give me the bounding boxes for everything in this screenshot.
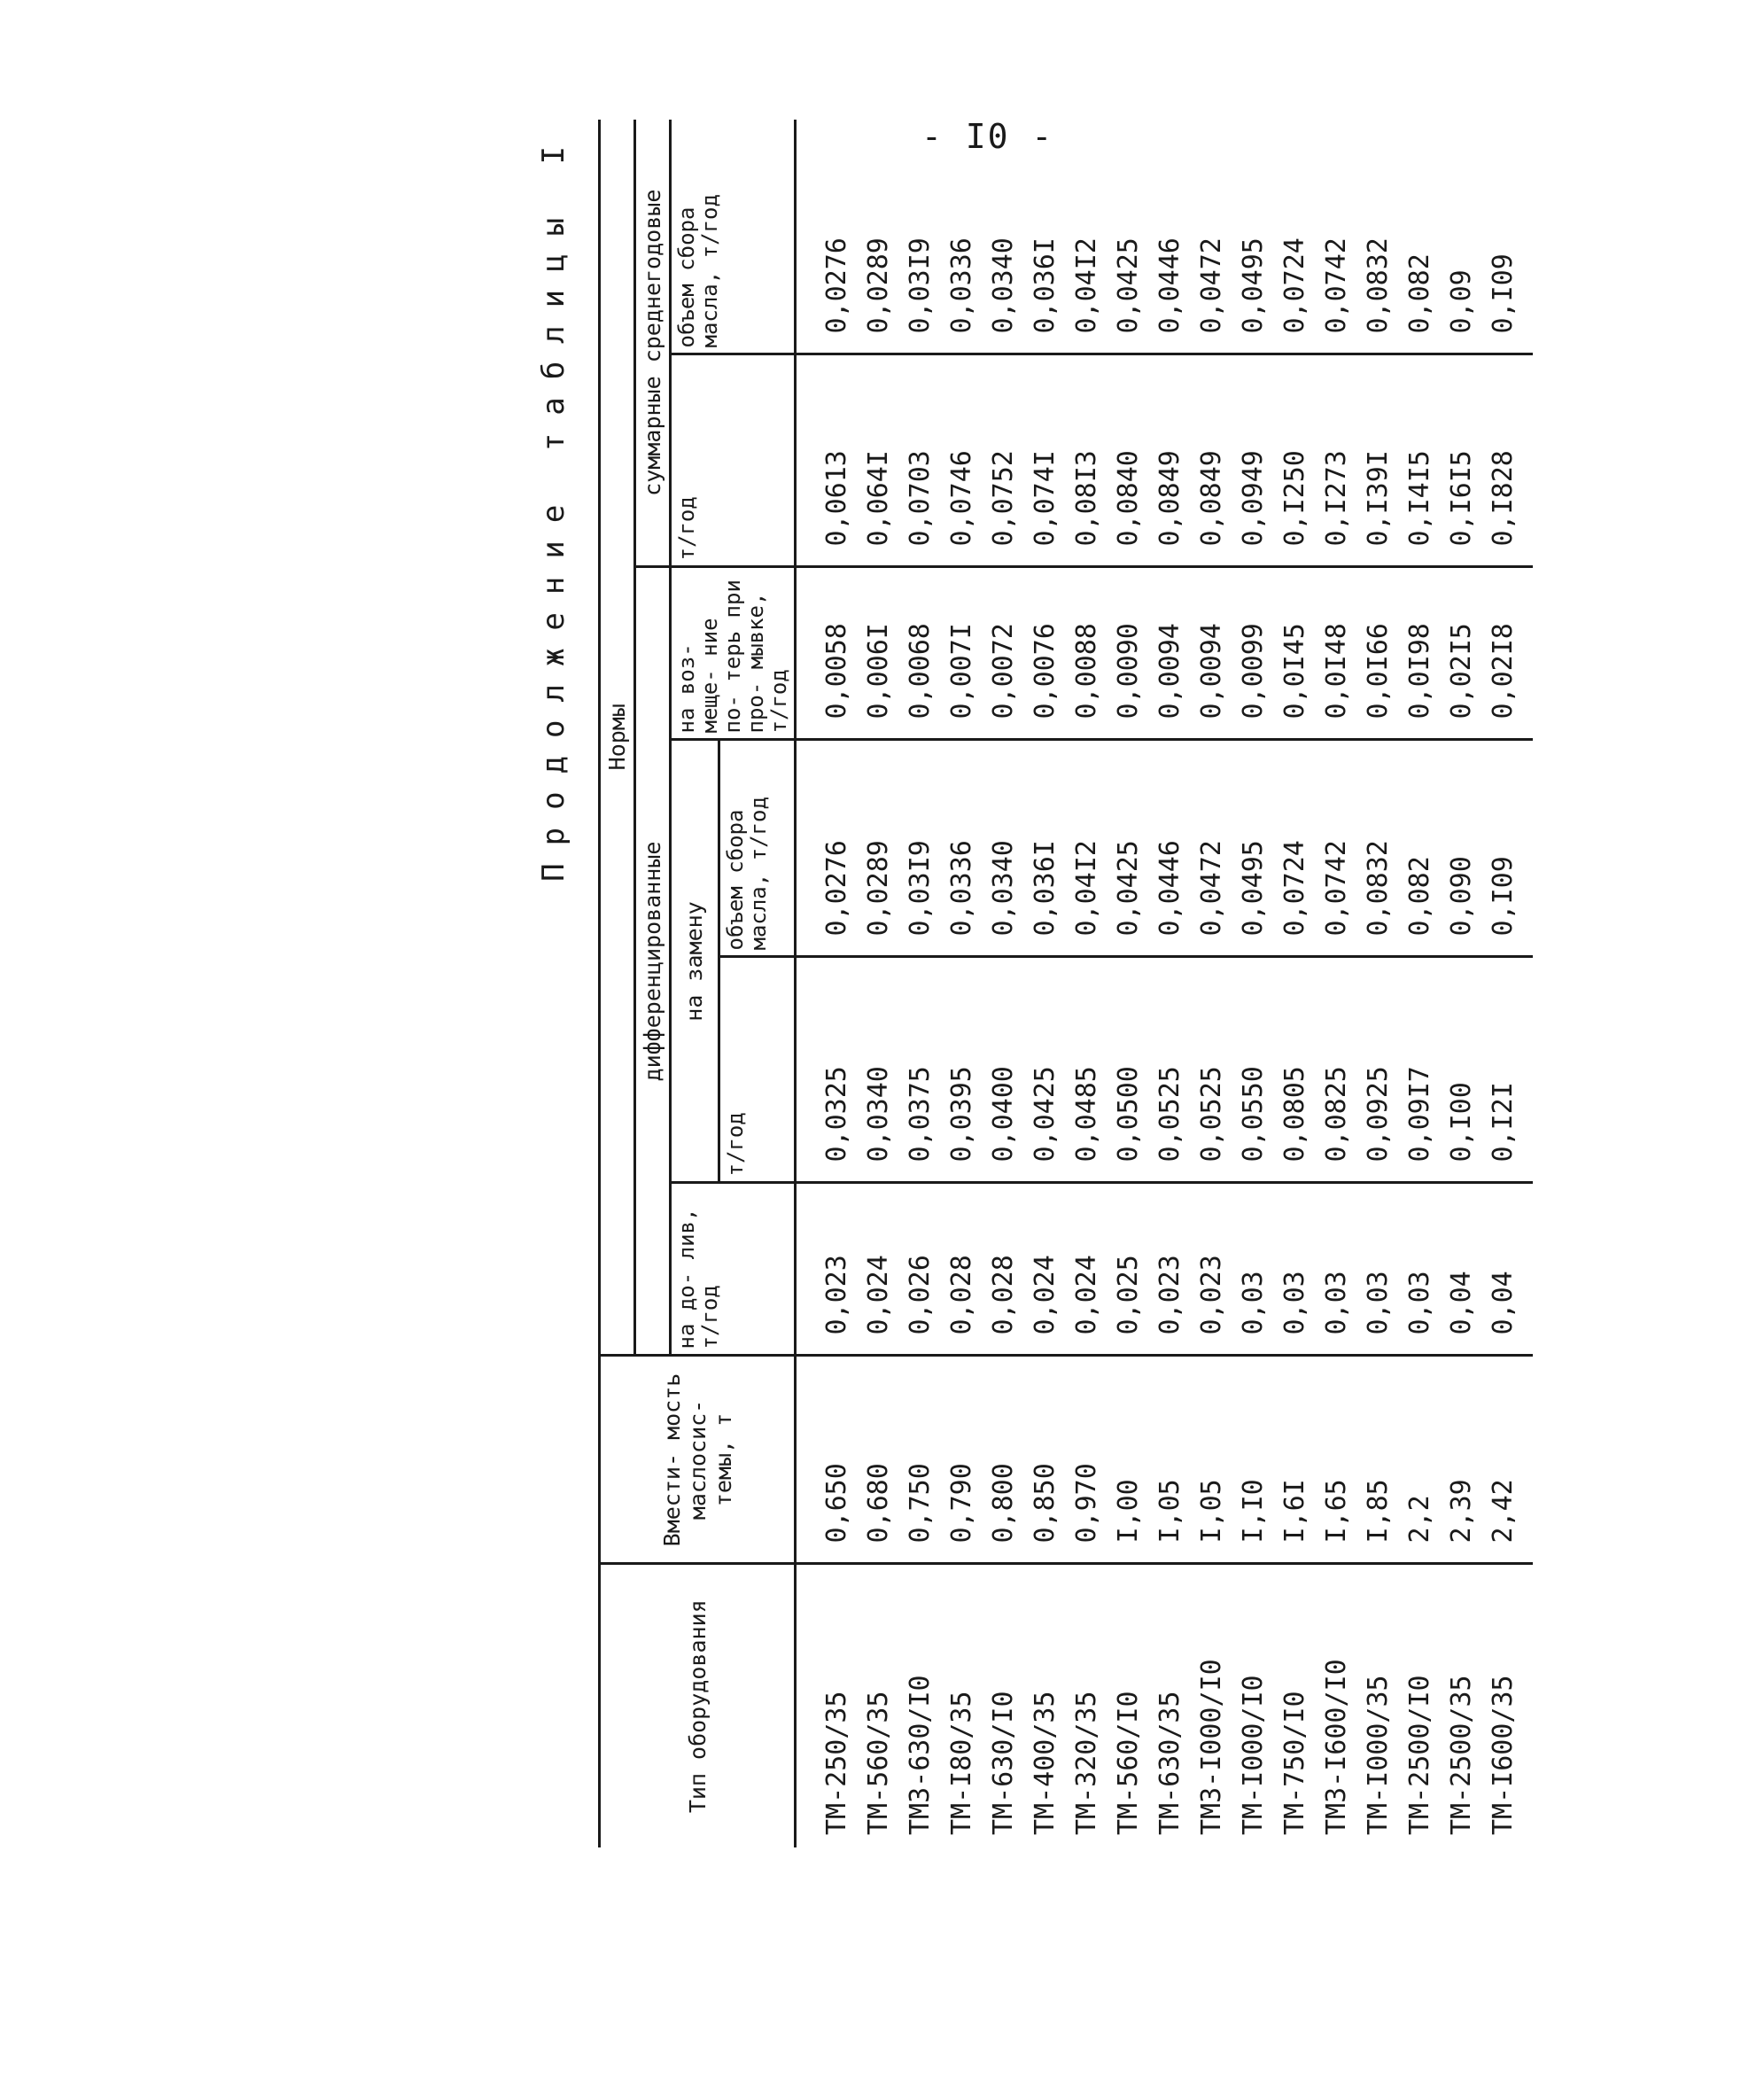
header-replacement-collect: объем сбора масла, т/год (719, 740, 795, 957)
cell-topup: 0,023 (1191, 1183, 1232, 1356)
cell-total-collect: 0,0495 (1232, 120, 1274, 354)
header-replacement-tpy: т/год (719, 957, 795, 1183)
cell-flush: 0,0090 (1108, 567, 1149, 740)
header-oil-capacity: Вмести- мость маслосис- темы, т (600, 1356, 796, 1564)
cell-repl-collect: 0,0289 (858, 740, 899, 957)
cell-capacity: I,05 (1149, 1356, 1191, 1564)
cell-type: ТМ-400/35 (1024, 1564, 1066, 1847)
cell-flush: 0,0I98 (1399, 567, 1441, 740)
cell-capacity: 2,2 (1399, 1356, 1441, 1564)
table-caption: Продолжение таблицы I (536, 128, 571, 882)
cell-type: ТМЗ-I600/I0 (1316, 1564, 1357, 1847)
cell-total-collect: 0,0336 (941, 120, 983, 354)
cell-repl-collect: 0,082 (1399, 740, 1441, 957)
cell-repl-tpy: 0,I2I (1482, 957, 1533, 1183)
cell-repl-tpy: 0,0400 (983, 957, 1024, 1183)
cell-capacity: I,05 (1191, 1356, 1232, 1564)
cell-flush: 0,007I (941, 567, 983, 740)
cell-type: ТМ-I000/35 (1357, 1564, 1399, 1847)
cell-flush: 0,0058 (796, 567, 859, 740)
table-row (1399, 120, 1441, 1847)
cell-capacity: I,85 (1357, 1356, 1399, 1564)
cell-repl-collect: 0,0724 (1274, 740, 1316, 957)
page-number: - I0 - (921, 117, 1054, 156)
table-row (1232, 120, 1274, 1847)
cell-flush: 0,02I5 (1441, 567, 1482, 740)
cell-repl-tpy: 0,0925 (1357, 957, 1399, 1183)
cell-total-collect: 0,0425 (1108, 120, 1149, 354)
cell-capacity: 0,790 (941, 1356, 983, 1564)
cell-repl-collect: 0,04I2 (1066, 740, 1108, 957)
cell-capacity: I,I0 (1232, 1356, 1274, 1564)
cell-capacity: 0,650 (796, 1356, 859, 1564)
table-row (941, 120, 983, 1847)
cell-total-collect: 0,036I (1024, 120, 1066, 354)
cell-type: ТМ-I000/I0 (1232, 1564, 1274, 1847)
cell-type: ТМ-2500/I0 (1399, 1564, 1441, 1847)
cell-capacity: 2,39 (1441, 1356, 1482, 1564)
cell-flush: 0,0094 (1191, 567, 1232, 740)
header-total-collect: объем сбора масла, т/год (671, 120, 796, 354)
table-row (796, 120, 859, 1847)
cell-total-collect: 0,0289 (858, 120, 899, 354)
cell-total-tpy: 0,064I (858, 354, 899, 567)
cell-repl-tpy: 0,0375 (899, 957, 941, 1183)
cell-repl-tpy: 0,09I7 (1399, 957, 1441, 1183)
cell-total-tpy: 0,0840 (1108, 354, 1149, 567)
cell-flush: 0,0068 (899, 567, 941, 740)
cell-type: ТМ-2500/35 (1441, 1564, 1482, 1847)
cell-topup: 0,04 (1482, 1183, 1533, 1356)
cell-repl-tpy: 0,0325 (796, 957, 859, 1183)
cell-flush: 0,0I48 (1316, 567, 1357, 740)
cell-repl-tpy: 0,0425 (1024, 957, 1066, 1183)
cell-repl-collect: 0,0446 (1149, 740, 1191, 957)
cell-total-collect: 0,0742 (1316, 120, 1357, 354)
cell-repl-tpy: 0,0485 (1066, 957, 1108, 1183)
cell-total-tpy: 0,I39I (1357, 354, 1399, 567)
cell-topup: 0,03 (1357, 1183, 1399, 1356)
cell-total-collect: 0,04I2 (1066, 120, 1108, 354)
cell-total-tpy: 0,0949 (1232, 354, 1274, 567)
cell-capacity: 2,42 (1482, 1356, 1533, 1564)
cell-flush: 0,0076 (1024, 567, 1066, 740)
cell-total-tpy: 0,I828 (1482, 354, 1533, 567)
cell-total-tpy: 0,0613 (796, 354, 859, 567)
cell-repl-tpy: 0,0825 (1316, 957, 1357, 1183)
table-row (1149, 120, 1191, 1847)
header-equipment-type: Тип оборудования (600, 1564, 796, 1847)
cell-repl-collect: 0,0276 (796, 740, 859, 957)
cell-capacity: I,00 (1108, 1356, 1149, 1564)
cell-capacity: 0,970 (1066, 1356, 1108, 1564)
cell-repl-tpy: 0,0550 (1232, 957, 1274, 1183)
cell-repl-tpy: 0,0525 (1191, 957, 1232, 1183)
cell-type: ТМЗ-630/I0 (899, 1564, 941, 1847)
cell-repl-collect: 0,0336 (941, 740, 983, 957)
cell-repl-tpy: 0,0500 (1108, 957, 1149, 1183)
cell-capacity: 0,750 (899, 1356, 941, 1564)
cell-repl-collect: 0,0495 (1232, 740, 1274, 957)
cell-capacity: 0,800 (983, 1356, 1024, 1564)
cell-type: ТМ-560/35 (858, 1564, 899, 1847)
cell-topup: 0,03 (1232, 1183, 1274, 1356)
cell-flush: 0,02I8 (1482, 567, 1533, 740)
cell-flush: 0,0094 (1149, 567, 1191, 740)
cell-total-collect: 0,I09 (1482, 120, 1533, 354)
cell-capacity: I,6I (1274, 1356, 1316, 1564)
cell-total-tpy: 0,0752 (983, 354, 1024, 567)
cell-total-tpy: 0,I6I5 (1441, 354, 1482, 567)
cell-repl-collect: 0,0340 (983, 740, 1024, 957)
cell-topup: 0,03 (1274, 1183, 1316, 1356)
cell-total-tpy: 0,074I (1024, 354, 1066, 567)
cell-repl-tpy: 0,0395 (941, 957, 983, 1183)
cell-type: ТМ-250/35 (796, 1564, 859, 1847)
cell-topup: 0,026 (899, 1183, 941, 1356)
cell-type: ТМ-630/I0 (983, 1564, 1024, 1847)
cell-flush: 0,0072 (983, 567, 1024, 740)
table-row (899, 120, 941, 1847)
table-row (1191, 120, 1232, 1847)
cell-topup: 0,03 (1316, 1183, 1357, 1356)
cell-topup: 0,028 (983, 1183, 1024, 1356)
table-row (1024, 120, 1066, 1847)
cell-repl-collect: 0,0832 (1357, 740, 1399, 957)
table-row (1066, 120, 1108, 1847)
cell-topup: 0,024 (1066, 1183, 1108, 1356)
cell-topup: 0,024 (858, 1183, 899, 1356)
table-row (1357, 120, 1399, 1847)
header-replacement: на замену (671, 740, 719, 1183)
cell-topup: 0,04 (1441, 1183, 1482, 1356)
cell-total-collect: 0,0446 (1149, 120, 1191, 354)
cell-repl-tpy: 0,I00 (1441, 957, 1482, 1183)
cell-repl-tpy: 0,0340 (858, 957, 899, 1183)
table-row (1316, 120, 1357, 1847)
cell-topup: 0,024 (1024, 1183, 1066, 1356)
cell-repl-collect: 0,03I9 (899, 740, 941, 957)
cell-type: ТМ-560/I0 (1108, 1564, 1149, 1847)
table-row (858, 120, 899, 1847)
rotated-table-block (518, 120, 1519, 1847)
cell-repl-collect: 0,090 (1441, 740, 1482, 957)
table-row (983, 120, 1024, 1847)
cell-flush: 0,0I45 (1274, 567, 1316, 740)
cell-flush: 0,006I (858, 567, 899, 740)
header-differentiated: дифференцированные (635, 567, 671, 1356)
header-topup: на до- лив, т/год (671, 1183, 796, 1356)
cell-topup: 0,023 (796, 1183, 859, 1356)
cell-total-tpy: 0,I250 (1274, 354, 1316, 567)
cell-type: ТМ-320/35 (1066, 1564, 1108, 1847)
cell-repl-collect: 0,I09 (1482, 740, 1533, 957)
cell-total-collect: 0,0276 (796, 120, 859, 354)
cell-flush: 0,0088 (1066, 567, 1108, 740)
cell-type: ТМЗ-I000/I0 (1191, 1564, 1232, 1847)
cell-total-collect: 0,03I9 (899, 120, 941, 354)
cell-topup: 0,023 (1149, 1183, 1191, 1356)
cell-flush: 0,0099 (1232, 567, 1274, 740)
cell-total-tpy: 0,0746 (941, 354, 983, 567)
cell-total-tpy: 0,08I3 (1066, 354, 1108, 567)
cell-type: ТМ-750/I0 (1274, 1564, 1316, 1847)
header-flush-loss: на воз- меще- ние по- терь при про- мывке, т/год (671, 567, 796, 740)
header-norms: Нормы (600, 120, 635, 1356)
cell-capacity: I,65 (1316, 1356, 1357, 1564)
cell-total-collect: 0,082 (1399, 120, 1441, 354)
cell-total-tpy: 0,0703 (899, 354, 941, 567)
cell-repl-collect: 0,0472 (1191, 740, 1232, 957)
cell-type: ТМ-I600/35 (1482, 1564, 1533, 1847)
cell-type: ТМ-630/35 (1149, 1564, 1191, 1847)
table-body (796, 120, 1534, 1847)
cell-total-collect: 0,0472 (1191, 120, 1232, 354)
cell-repl-collect: 0,036I (1024, 740, 1066, 957)
cell-repl-tpy: 0,0805 (1274, 957, 1316, 1183)
norms-table (598, 120, 1533, 1847)
cell-total-collect: 0,0832 (1357, 120, 1399, 354)
cell-total-collect: 0,09 (1441, 120, 1482, 354)
table-row (1482, 120, 1533, 1847)
table-row (1441, 120, 1482, 1847)
header-total-tpy: т/год (671, 354, 796, 567)
table-row (1274, 120, 1316, 1847)
cell-repl-tpy: 0,0525 (1149, 957, 1191, 1183)
cell-repl-collect: 0,0742 (1316, 740, 1357, 957)
cell-total-tpy: 0,0849 (1149, 354, 1191, 567)
cell-total-tpy: 0,I273 (1316, 354, 1357, 567)
cell-total-tpy: 0,0849 (1191, 354, 1232, 567)
cell-capacity: 0,680 (858, 1356, 899, 1564)
cell-flush: 0,0I66 (1357, 567, 1399, 740)
header-total-average: суммарные среднегодовые (635, 120, 671, 567)
table-row (1108, 120, 1149, 1847)
cell-topup: 0,03 (1399, 1183, 1441, 1356)
cell-total-collect: 0,0340 (983, 120, 1024, 354)
cell-type: ТМ-I80/35 (941, 1564, 983, 1847)
cell-topup: 0,025 (1108, 1183, 1149, 1356)
cell-topup: 0,028 (941, 1183, 983, 1356)
cell-total-tpy: 0,I4I5 (1399, 354, 1441, 567)
cell-total-collect: 0,0724 (1274, 120, 1316, 354)
cell-repl-collect: 0,0425 (1108, 740, 1149, 957)
cell-capacity: 0,850 (1024, 1356, 1066, 1564)
